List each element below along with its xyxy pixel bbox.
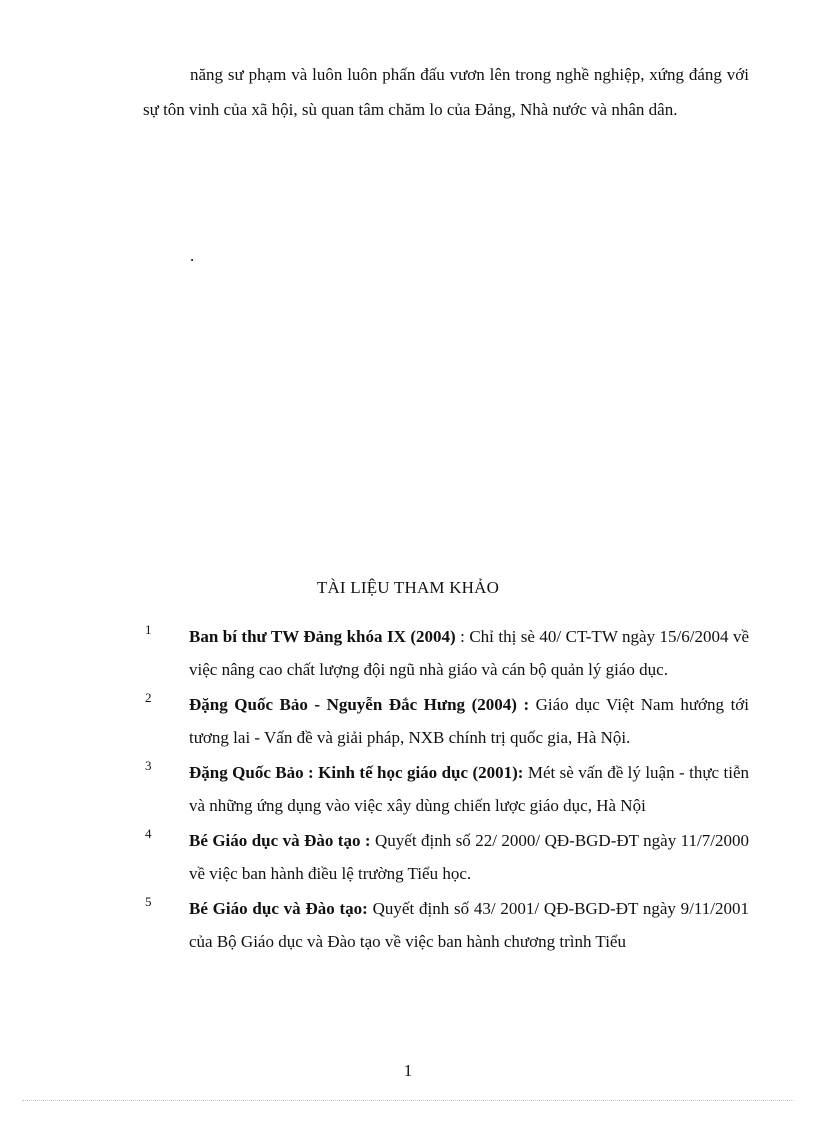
reference-number: 5 [145, 894, 152, 909]
reference-text [189, 688, 749, 754]
body-paragraph: năng sư phạm và luôn luôn phấn đấu vươn lên trong nghề nghiệp, xứng đáng với sự tôn vinh của xã hội, sù quan tâm chăm lo của Đảng, Nhà nước và nhân dân. [143, 65, 749, 119]
reference-number: 3 [145, 758, 152, 773]
footer-divider [22, 1100, 794, 1101]
reference-item [0, 756, 816, 822]
reference-item [0, 688, 816, 754]
reference-author: Ban bí thư TW Đảng khóa IX (2004) [189, 627, 456, 646]
reference-item [0, 620, 816, 686]
page-number: 1 [403, 1061, 413, 1080]
reference-detail: Quyết định số 22/ 2000/ QĐ-BGD-ĐT ngày 11/7/2000 về việc ban hành điều lệ trường Tiểu học. [189, 831, 749, 883]
reference-detail: : Chỉ thị sè 40/ CT-TW ngày 15/6/2004 về việc nâng cao chất lượng đội ngũ nhà giáo và cán bộ quản lý giáo dục. [189, 627, 749, 679]
reference-author: Bé Giáo dục và Đào tạo : [189, 831, 371, 850]
reference-text [189, 824, 749, 890]
reference-item [0, 892, 816, 958]
reference-number: 4 [145, 826, 152, 841]
stray-dot: . [190, 246, 195, 265]
reference-item [0, 824, 816, 890]
reference-author: Đặng Quốc Bảo - Nguyễn Đắc Hưng (2004) : [189, 695, 530, 714]
reference-text [189, 620, 749, 686]
reference-author: Bé Giáo dục và Đào tạo: [189, 899, 368, 918]
reference-number: 2 [145, 690, 152, 705]
reference-text [189, 892, 749, 958]
reference-author: Đặng Quốc Bảo : Kinh tế học giáo dục (2001): [189, 763, 524, 782]
reference-number: 1 [145, 622, 152, 637]
reference-detail: Mét sè vấn đề lý luận - thực tiễn và những ứng dụng vào việc xây dùng chiến lược giáo dục, Hà Nội [189, 763, 749, 815]
references-list [0, 620, 816, 960]
reference-text [189, 756, 749, 822]
reference-detail: Quyết định số 43/ 2001/ QĐ-BGD-ĐT ngày 9/11/2001 của Bộ Giáo dục và Đào tạo về việc ban hành chương trình Tiểu [189, 899, 749, 951]
reference-detail: Giáo dục Việt Nam hướng tới tương lai - Vấn đề và giải pháp, NXB chính trị quốc gia, Hà Nội. [189, 695, 749, 747]
references-heading: TÀI LIỆU THAM KHẢO [316, 578, 500, 597]
